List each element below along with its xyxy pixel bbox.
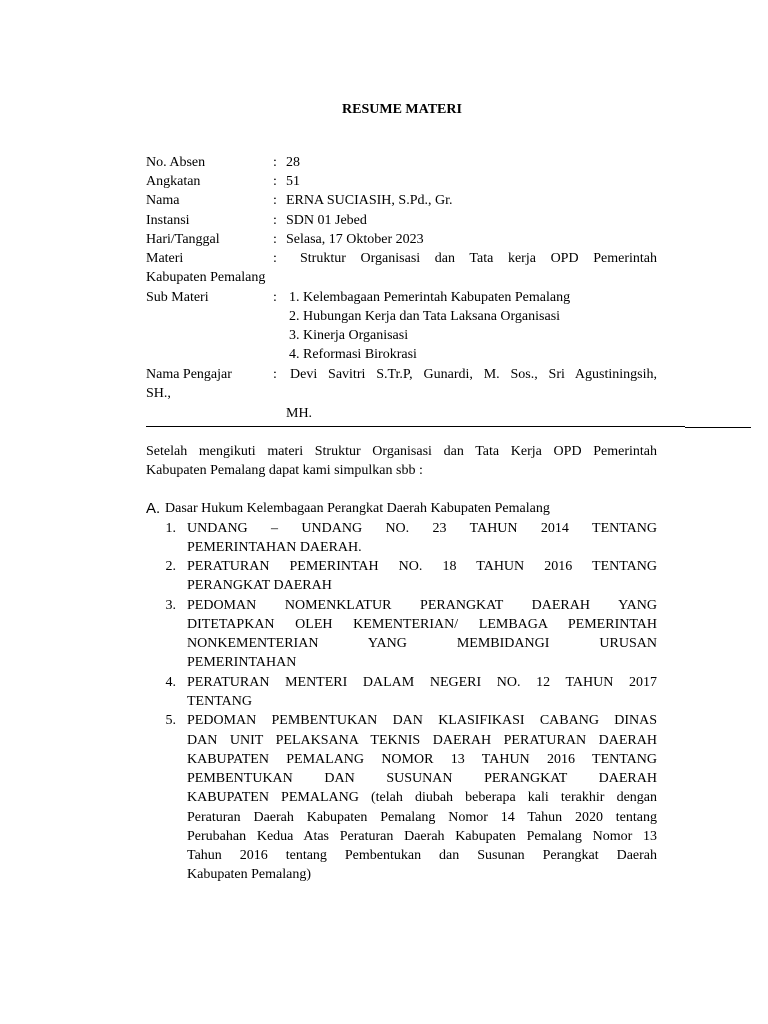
list-item-line: PEDOMAN PEMBENTUKAN DAN KLASIFIKASI CABANG DINAS bbox=[187, 713, 657, 728]
field-value: Struktur Organisasi dan Tata kerja OPD Pemerintah bbox=[300, 251, 657, 266]
field-label: Angkatan bbox=[146, 174, 201, 189]
list-item-line: Perubahan Kedua Atas Peraturan Daerah Kabupaten Pemalang Nomor 13 bbox=[187, 829, 657, 844]
list-item-line: Tahun 2016 tentang Pembentukan dan Susunan Perangkat Daerah bbox=[187, 848, 657, 863]
header-divider-extension bbox=[685, 427, 751, 428]
field-label: Instansi bbox=[146, 213, 190, 228]
list-item-number: 1. bbox=[165, 521, 176, 536]
field-label: No. Absen bbox=[146, 155, 206, 170]
field-colon: : bbox=[273, 174, 277, 189]
field-value-continued: SH., bbox=[146, 386, 171, 401]
sub-materi-item: 2. Hubungan Kerja dan Tata Laksana Organisasi bbox=[289, 309, 561, 324]
field-value: Selasa, 17 Oktober 2023 bbox=[286, 232, 424, 247]
section-letter: A. bbox=[146, 500, 161, 517]
field-label: Sub Materi bbox=[146, 290, 209, 305]
field-colon: : bbox=[273, 155, 277, 170]
field-colon: : bbox=[273, 251, 277, 266]
intro-line: Kabupaten Pemalang dapat kami simpulkan sbb : bbox=[146, 463, 423, 478]
field-label: Hari/Tanggal bbox=[146, 232, 220, 247]
list-item-line: NONKEMENTERIAN YANG MEMBIDANGI URUSAN bbox=[187, 636, 657, 651]
list-item-number: 4. bbox=[165, 675, 176, 690]
sub-materi-item: 4. Reformasi Birokrasi bbox=[289, 347, 417, 362]
list-item-line: PERATURAN PEMERINTAH NO. 18 TAHUN 2016 TENTANG bbox=[187, 559, 657, 574]
section-heading: Dasar Hukum Kelembagaan Perangkat Daerah Kabupaten Pemalang bbox=[165, 501, 550, 516]
intro-line: Setelah mengikuti materi Struktur Organisasi dan Tata Kerja OPD Pemerintah bbox=[146, 444, 657, 459]
list-item-number: 5. bbox=[165, 713, 176, 728]
field-colon: : bbox=[273, 213, 277, 228]
list-item-line: Kabupaten Pemalang) bbox=[187, 867, 312, 882]
list-item-line: TENTANG bbox=[187, 694, 252, 709]
list-item-line: DITETAPKAN OLEH KEMENTERIAN/ LEMBAGA PEMERINTAH bbox=[187, 617, 657, 632]
header-divider bbox=[146, 426, 685, 427]
field-label: Materi bbox=[146, 251, 184, 266]
list-item-line: PEDOMAN NOMENKLATUR PERANGKAT DAERAH YANG bbox=[187, 598, 657, 613]
field-value: ERNA SUCIASIH, S.Pd., Gr. bbox=[286, 193, 453, 208]
list-item-line: UNDANG – UNDANG NO. 23 TAHUN 2014 TENTANG bbox=[187, 521, 657, 536]
list-item-line: PEMERINTAHAN DAERAH. bbox=[187, 540, 362, 555]
field-value: SDN 01 Jebed bbox=[286, 213, 367, 228]
sub-materi-item: 3. Kinerja Organisasi bbox=[289, 328, 409, 343]
list-item-line: PEMERINTAHAN bbox=[187, 655, 297, 670]
field-colon: : bbox=[273, 193, 277, 208]
field-label: Nama Pengajar bbox=[146, 367, 232, 382]
document-title: RESUME MATERI bbox=[342, 102, 462, 117]
list-item-line: KABUPATEN PEMALANG NOMOR 13 TAHUN 2016 TENTANG bbox=[187, 752, 657, 767]
list-item-line: PEMBENTUKAN DAN SUSUNAN PERANGKAT DAERAH bbox=[187, 771, 657, 786]
field-value: 51 bbox=[286, 174, 300, 189]
field-colon: : bbox=[273, 290, 277, 305]
sub-materi-item: 1. Kelembagaan Pemerintah Kabupaten Pemalang bbox=[289, 290, 571, 305]
field-value: Devi Savitri S.Tr.P, Gunardi, M. Sos., Sri Agustiningsih, bbox=[290, 367, 657, 382]
list-item-number: 3. bbox=[165, 598, 176, 613]
field-label: Nama bbox=[146, 193, 180, 208]
field-colon: : bbox=[273, 232, 277, 247]
field-value-continued: Kabupaten Pemalang bbox=[146, 270, 266, 285]
field-value: 28 bbox=[286, 155, 300, 170]
list-item-line: DAN UNIT PELAKSANA TEKNIS DAERAH PERATURAN DAERAH bbox=[187, 733, 657, 748]
list-item-line: Peraturan Daerah Kabupaten Pemalang Nomor 14 Tahun 2020 tentang bbox=[187, 810, 657, 825]
field-colon: : bbox=[273, 367, 277, 382]
list-item-line: KABUPATEN PEMALANG (telah diubah beberapa kali terakhir dengan bbox=[187, 790, 657, 805]
field-value-continued: MH. bbox=[286, 406, 313, 421]
list-item-line: PERATURAN MENTERI DALAM NEGERI NO. 12 TAHUN 2017 bbox=[187, 675, 657, 690]
list-item-number: 2. bbox=[165, 559, 176, 574]
list-item-line: PERANGKAT DAERAH bbox=[187, 578, 332, 593]
